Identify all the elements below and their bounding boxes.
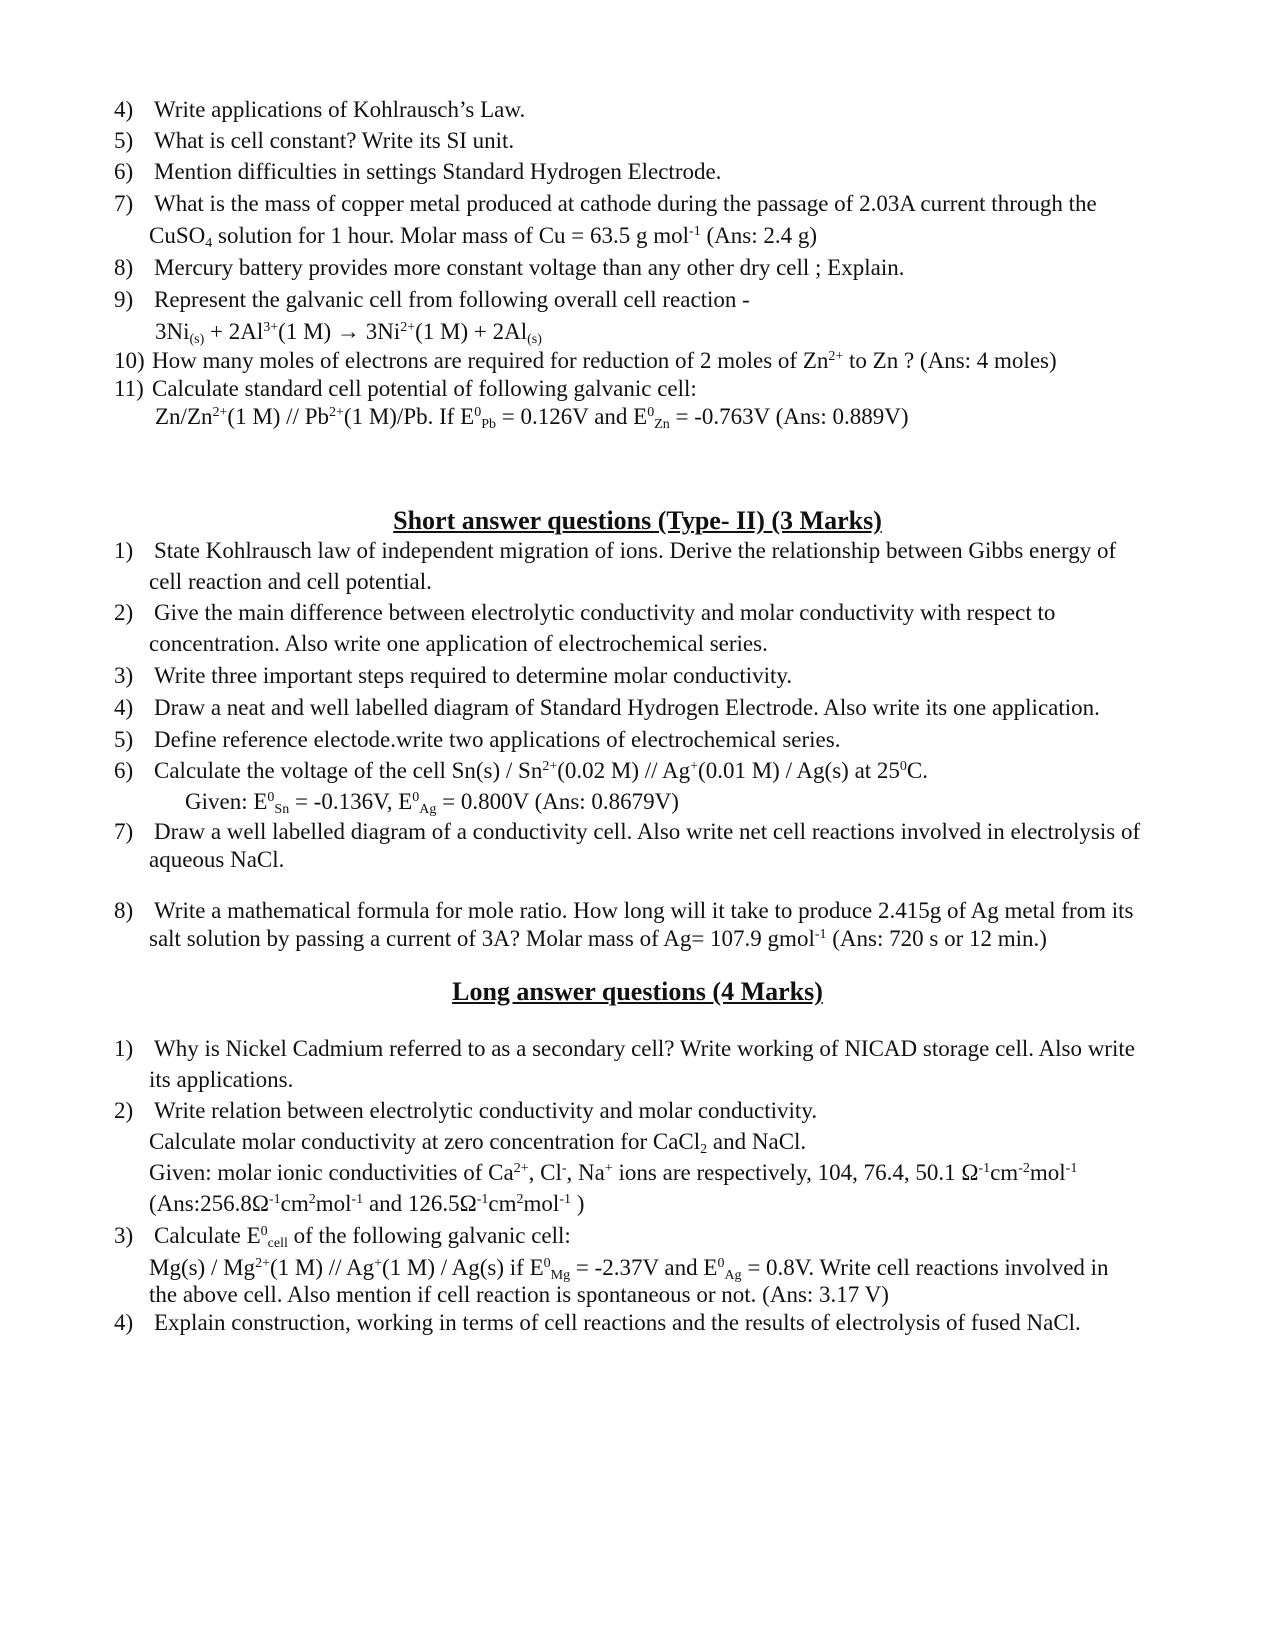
long-question-3-line-2: $Mg(s) / Mg^{2+}(1$ M) // Ag+(1 M) / Ag(s) if $E^0_{Mg} = -2.37V$ and $E^0_{Ag} = 0.8V$. Write cell reactions involved in [149,1255,1109,1283]
short-question-2-line-2: concentration. Also write one application of electrochemical series. [149,631,768,656]
short-question-8-line-2: salt solution by passing a current of 3A? Molar mass of Ag= 107.9 gmol$^{-1}$ (Ans: 720 s or 12 min.) [149,926,1047,951]
short-question-7-line-2: aqueous NaCl. [149,847,285,872]
document-page: 4) Write applications of Kohlrausch’s Law. 5) What is cell constant? Write its SI unit. 6) Mention difficulties in settings Standard Hydrogen Electrode. 7) What is the mass of copper metal produced at cathode during the passage of 2.03A current through the CuSO$_4$ solution for 1 hour. Molar mass of Cu = 63.5 g mol$^{-1}$ (Ans: 2.4 g) 8) Mercury battery provides more constant voltage than any other dry cell ; Explain. 9) Represent the galvanic cell from following overall cell reaction - $3Ni_{(s)} + 2Al^{3+}(1$ $M) \to 3Ni^{2+}(1$ $M) + 2Al_{(s)}$ 10) How many moles of electrons are required for reduction of 2 moles of $Zn^{2+}$ to Zn ? (Ans: 4 moles) 11) Calculate standard cell potential of following galvanic cell: $Zn/Zn^{2+}(1$ $M) // Pb^{2+}(1$ M)/Pb. If $E^0_{Pb} = 0.126V$ and $E^0_{Zn} = -0.763V$ (Ans: 0.889V) Short answer questions (Type- II) (3 Marks) 1) State Kohlrausch law of independent migration of ions. Derive the relationship between Gibbs energy of cell reaction and cell potential. 2) Give the main difference between electrolytic conductivity and molar conductivity with respect to concentration. Also write one application of electrochemical series. 3) Write three important steps required to determine molar conductivity. 4) Draw a neat and well labelled diagram of Standard Hydrogen Electrode. Also write its one application. 5) Define reference electode.write two applications of electrochemical series. 6) Calculate the voltage of the cell $Sn(s) / Sn^{2+}(0.02$ M) // Ag+(0.01 M) / Ag(s) at $25^0C$. Given: $E^0_{Sn} = -0.136V$, $E^0_{Ag} = 0.800V$ (Ans: 0.8679V) 7) Draw a well labelled diagram of a conductivity cell. Also write net cell reactions involved in electrolysis of aqueous NaCl. 8) Write a mathematical formula for mole ratio. How long will it take to produce 2.415g of Ag metal from its salt solution by passing a current of 3A? Molar mass of Ag= 107.9 gmol$^{-1}$ (Ans: 720 s or 12 min.) Long answer questions (4 Marks) 1) Why is Nickel Cadmium referred to as a secondary cell? Write working of NICAD storage cell. Also write its applications. 2) Write relation between electrolytic conductivity and molar conductivity. Calculate molar conductivity at zero concentration for CaCl$_2$ and NaCl. Given: molar ionic conductivities of $Ca^{2+}$, Cl-, Na+ ions are respectively, 104, 76.4, 50.1 $\Omega^{-1}cm^{-2}mol^{-1}$ ($Ans:256.8\Omega^{-1}cm^2mol^{-1}$ and $126.5\Omega^{-1}cm^2mol^{-1}$ ) 3) Calculate $E^0_{cell}$ of the following galvanic cell: $Mg(s) / Mg^{2+}(1$ M) // Ag+(1 M) / Ag(s) if $E^0_{Mg} = -2.37V$ and $E^0_{Ag} = 0.8V$. Write cell reactions involved in the above cell. Also mention if cell reaction is spontaneous or not. (Ans: 3.17 V) 4) Explain construction, working in terms of cell reactions and the results of electrolysis of fused NaCl. [0,0,1275,1651]
long-question-3-line-3: the above cell. Also mention if cell reaction is spontaneous or not. (Ans: 3.17 V) [149,1282,889,1307]
long-question-1-line-2: its applications. [149,1067,294,1092]
short-question-6-given: Given: $E^0_{Sn} = -0.136V$, $E^0_{Ag} = 0.800V$ (Ans: 0.8679V) [185,789,679,817]
long-question-2-line-3: Given: molar ionic conductivities of $Ca^{2+}$, Cl-, Na+ ions are respectively, 104, 76.4, 50.1 $\Omega^{-1}cm^{-2}mol^{-1}$ [149,1160,1078,1185]
long-question-2-answer: ($Ans:256.8\Omega^{-1}cm^2mol^{-1}$ and $126.5\Omega^{-1}cm^2mol^{-1}$ ) [149,1191,585,1216]
short-answer-heading: Short answer questions (Type- II) (3 Marks) [393,506,882,535]
question-9-reaction: $3Ni_{(s)} + 2Al^{3+}(1$ $M) \to 3Ni^{2+}(1$ $M) + 2Al_{(s)}$ [155,319,542,347]
question-11-cell: $Zn/Zn^{2+}(1$ $M) // Pb^{2+}(1$ M)/Pb. If $E^0_{Pb} = 0.126V$ and $E^0_{Zn} = -0.763V$ (Ans: 0.889V) [155,404,909,432]
short-question-1-line-2: cell reaction and cell potential. [149,569,432,594]
long-answer-heading: Long answer questions (4 Marks) [452,977,823,1006]
long-question-2-line-2: Calculate molar conductivity at zero concentration for CaCl$_2$ and NaCl. [149,1129,807,1157]
question-7-line-2: CuSO$_4$ solution for 1 hour. Molar mass of Cu = 63.5 g mol$^{-1}$ (Ans: 2.4 g) [149,223,817,251]
